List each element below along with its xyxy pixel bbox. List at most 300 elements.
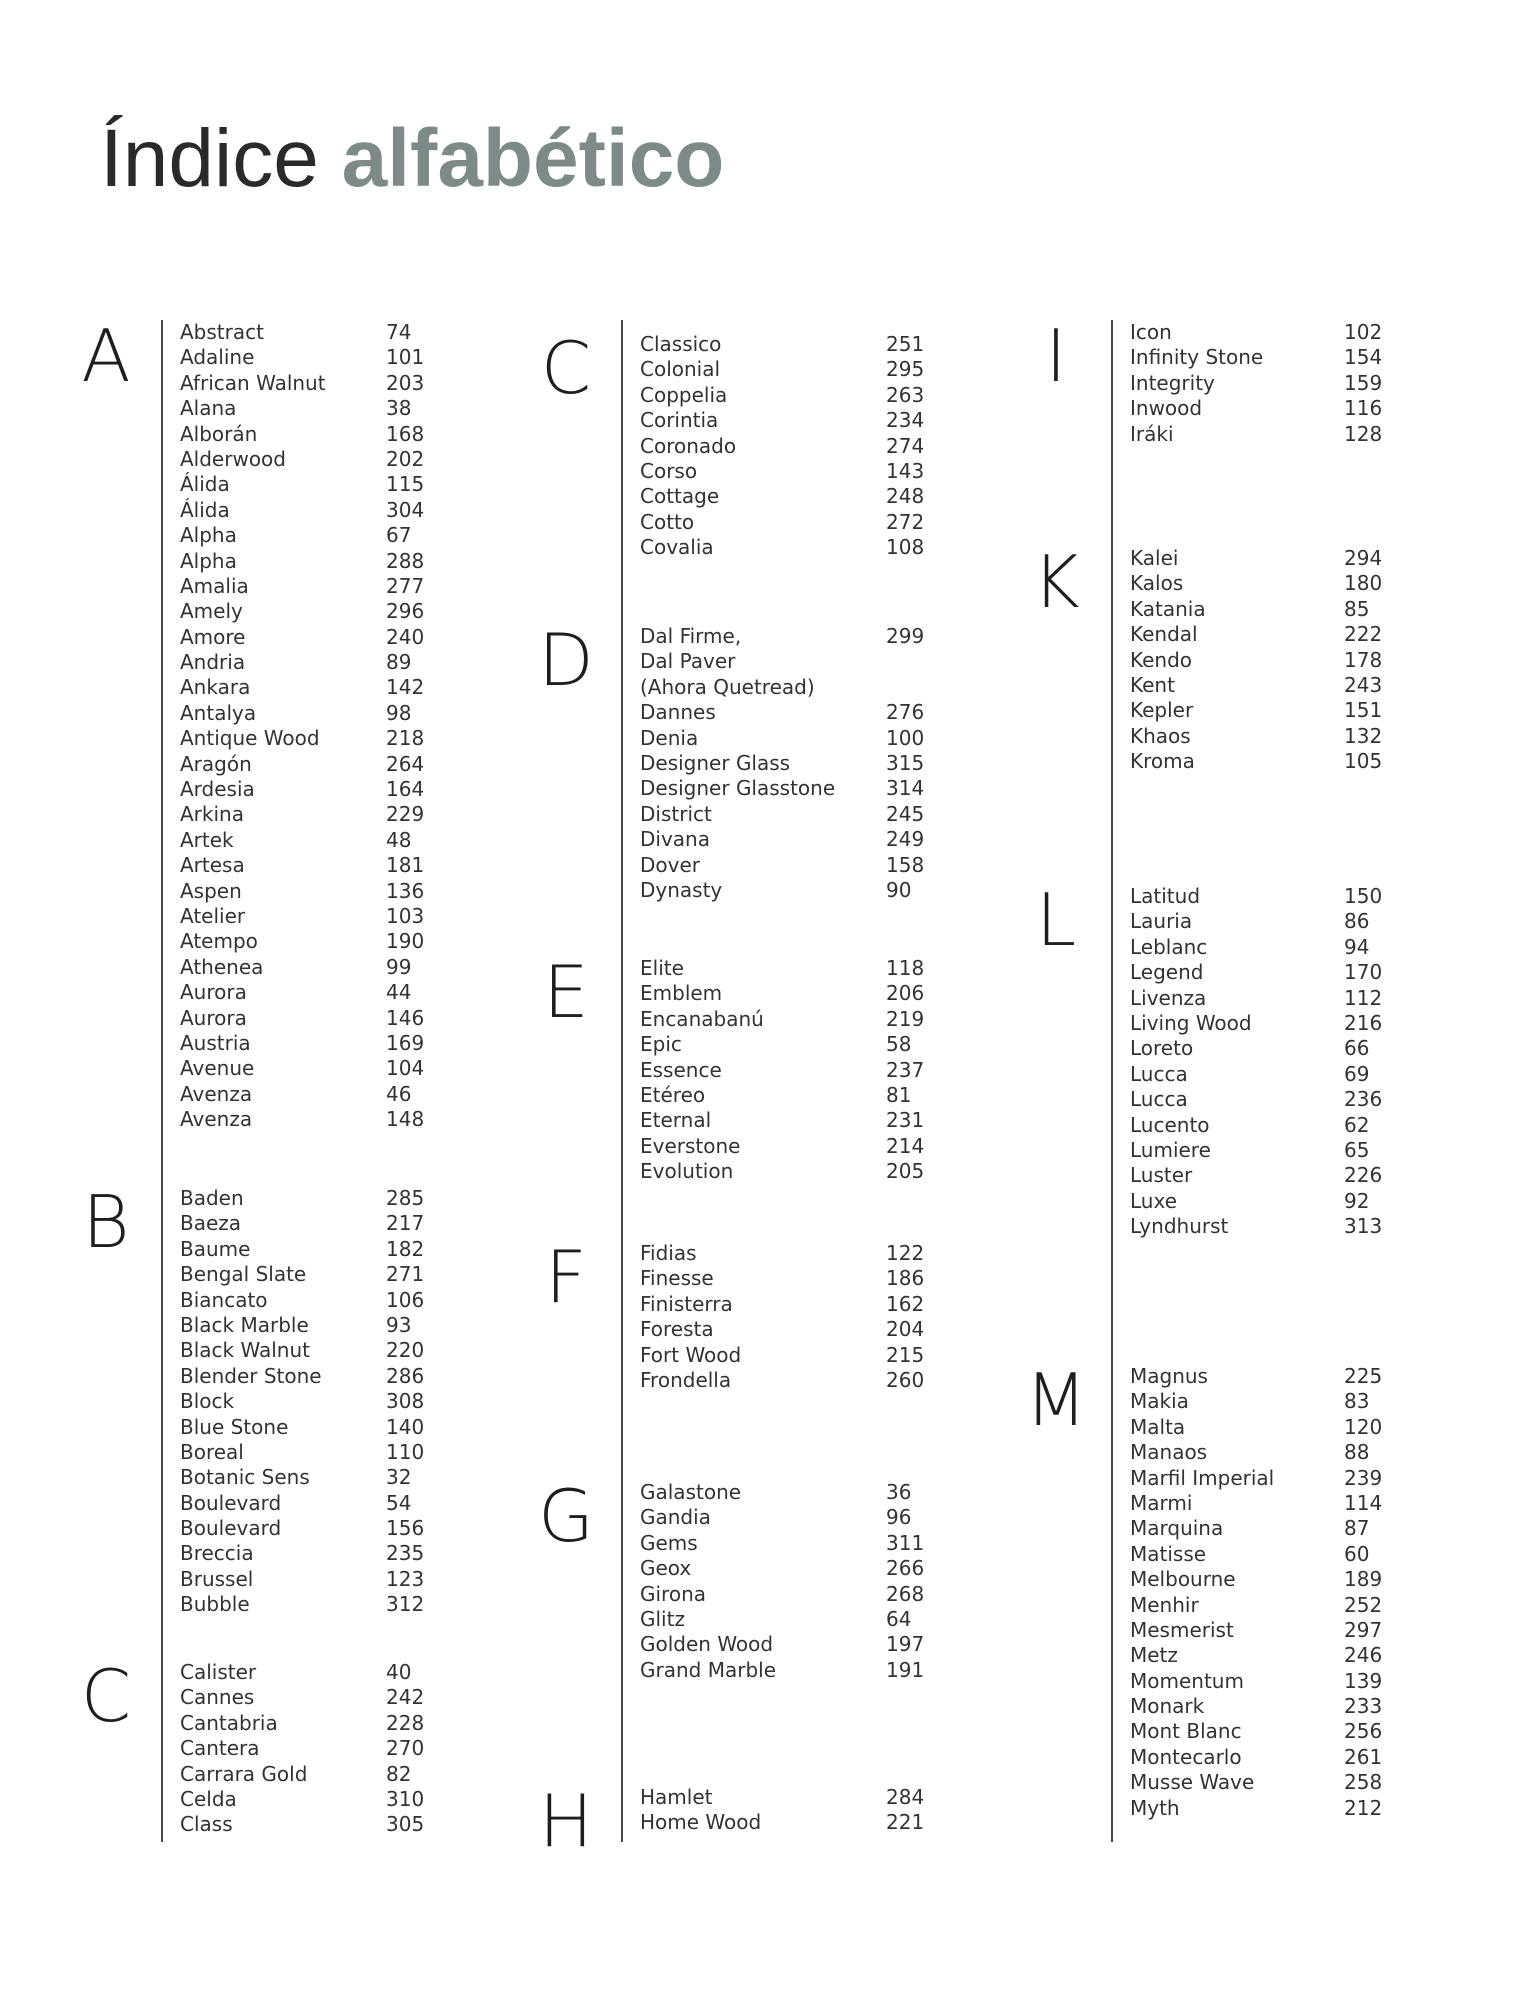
entry-list xyxy=(1130,546,1430,775)
entry-page-number: 249 xyxy=(886,827,925,852)
entry-page-number: 115 xyxy=(386,472,425,497)
index-entry xyxy=(180,1736,480,1761)
index-entry xyxy=(640,1480,940,1505)
entry-name: Breccia xyxy=(180,1541,254,1566)
index-entry xyxy=(180,752,480,777)
entry-page-number: 114 xyxy=(1344,1490,1383,1515)
entry-list xyxy=(180,1186,480,1618)
index-entry xyxy=(1130,1189,1430,1214)
entry-name: Cannes xyxy=(180,1685,255,1710)
entry-page-number: 226 xyxy=(1344,1163,1383,1188)
entry-name: Athenea xyxy=(180,954,264,979)
entry-page-number: 214 xyxy=(886,1133,925,1158)
entry-name: Amely xyxy=(180,599,243,624)
entry-name: Monark xyxy=(1130,1694,1205,1719)
entry-page-number: 67 xyxy=(386,523,412,548)
index-entry xyxy=(180,1082,480,1107)
entry-name: Integrity xyxy=(1130,370,1215,395)
entry-name: Evolution xyxy=(640,1159,734,1184)
index-entry xyxy=(640,700,940,725)
entry-name: Block xyxy=(180,1389,235,1414)
index-entry xyxy=(1130,935,1430,960)
entry-page-number: 218 xyxy=(386,726,425,751)
index-entry xyxy=(640,981,940,1006)
entry-name: Living Wood xyxy=(1130,1010,1252,1035)
entry-name: Luxe xyxy=(1130,1188,1177,1213)
section-letter: L xyxy=(1035,878,1077,962)
index-entry xyxy=(1130,1694,1430,1719)
entry-name: Biancato xyxy=(180,1287,268,1312)
entry-list xyxy=(1130,884,1430,1239)
index-entry xyxy=(180,1288,480,1313)
entry-name: Latitud xyxy=(1130,884,1201,908)
entry-name: Matisse xyxy=(1130,1541,1207,1566)
index-entry xyxy=(1130,571,1430,596)
index-entry xyxy=(1130,749,1430,774)
entry-page-number: 36 xyxy=(886,1480,912,1504)
entry-name: Baume xyxy=(180,1236,251,1261)
entry-page-number: 221 xyxy=(886,1810,925,1835)
entry-page-number: 186 xyxy=(886,1266,925,1291)
index-entry xyxy=(180,1237,480,1262)
index-entry xyxy=(1130,648,1430,673)
entry-list xyxy=(180,1660,480,1838)
index-entry xyxy=(640,1343,940,1368)
index-entry xyxy=(1130,1163,1430,1188)
section-letter: I xyxy=(1045,314,1067,398)
entry-page-number: 69 xyxy=(1344,1061,1370,1086)
index-entry xyxy=(180,1592,480,1617)
entry-page-number: 87 xyxy=(1344,1516,1370,1541)
entry-page-number: 46 xyxy=(386,1081,412,1106)
section-letter: C xyxy=(80,1654,132,1738)
index-entry xyxy=(180,371,480,396)
index-entry xyxy=(1130,1542,1430,1567)
index-entry xyxy=(1130,422,1430,447)
entry-name: Cantabria xyxy=(180,1710,278,1735)
index-entry xyxy=(1130,1036,1430,1061)
entry-name: Musse Wave xyxy=(1130,1770,1255,1795)
index-entry xyxy=(180,1211,480,1236)
entry-list xyxy=(1130,320,1430,447)
entry-name: Foresta xyxy=(640,1317,714,1342)
entry-page-number: 102 xyxy=(1344,320,1383,344)
entry-name: Katania xyxy=(1130,596,1206,621)
entry-page-number: 100 xyxy=(886,725,925,750)
entry-page-number: 274 xyxy=(886,433,925,458)
entry-name: Girona xyxy=(640,1581,707,1606)
entry-page-number: 245 xyxy=(886,801,925,826)
entry-page-number: 74 xyxy=(386,320,412,344)
entry-name: Black Walnut xyxy=(180,1338,310,1363)
entry-name: Cantera xyxy=(180,1736,260,1761)
index-entry xyxy=(1130,597,1430,622)
entry-name: Livenza xyxy=(1130,985,1207,1010)
index-entry xyxy=(1130,546,1430,571)
index-entry xyxy=(180,1787,480,1812)
entry-name: Baeza xyxy=(180,1211,242,1236)
entry-name: Colonial xyxy=(640,357,721,382)
entry-name: Lucca xyxy=(1130,1087,1188,1112)
entry-name: Menhir xyxy=(1130,1592,1199,1617)
entry-page-number: 40 xyxy=(386,1660,412,1684)
entry-page-number: 295 xyxy=(886,357,925,382)
index-entry xyxy=(1130,673,1430,698)
entry-page-number: 180 xyxy=(1344,571,1383,596)
entry-page-number: 206 xyxy=(886,981,925,1006)
entry-name: Gandia xyxy=(640,1505,711,1530)
entry-name: Arkina xyxy=(180,802,244,827)
index-entry xyxy=(640,1032,940,1057)
entry-page-number: 103 xyxy=(386,903,425,928)
entry-name: Amore xyxy=(180,624,246,649)
entry-name: Austria xyxy=(180,1030,251,1055)
entry-name: Boulevard xyxy=(180,1516,282,1541)
index-entry xyxy=(640,1108,940,1133)
index-entry xyxy=(180,498,480,523)
entry-page-number: 101 xyxy=(386,345,425,370)
entry-name: Kent xyxy=(1130,672,1175,697)
index-entry xyxy=(640,827,940,852)
entry-page-number: 220 xyxy=(386,1338,425,1363)
index-entry xyxy=(640,956,940,981)
entry-name: Dal Firme, xyxy=(640,624,742,648)
index-entry xyxy=(180,1186,480,1211)
entry-name: Black Marble xyxy=(180,1312,309,1337)
entry-page-number: 236 xyxy=(1344,1087,1383,1112)
index-entry xyxy=(180,472,480,497)
index-entry xyxy=(180,929,480,954)
entry-page-number: 248 xyxy=(886,484,925,509)
index-entry xyxy=(640,1785,940,1810)
entry-page-number: 66 xyxy=(1344,1036,1370,1061)
index-entry xyxy=(1130,1516,1430,1541)
entry-list xyxy=(640,956,940,1185)
entry-page-number: 229 xyxy=(386,802,425,827)
index-entry xyxy=(180,1516,480,1541)
entry-name: Epic xyxy=(640,1032,682,1057)
entry-name: Álida xyxy=(180,472,230,497)
entry-page-number: 112 xyxy=(1344,985,1383,1010)
entry-page-number: 143 xyxy=(886,458,925,483)
index-entry xyxy=(180,1262,480,1287)
entry-name: Manaos xyxy=(1130,1440,1208,1465)
entry-name: Lyndhurst xyxy=(1130,1214,1229,1239)
entry-page-number: 60 xyxy=(1344,1541,1370,1566)
index-entry xyxy=(640,726,940,751)
entry-name: Designer Glasstone xyxy=(640,776,836,801)
entry-page-number: 225 xyxy=(1344,1364,1383,1388)
entry-page-number: 203 xyxy=(386,370,425,395)
entry-name: Kroma xyxy=(1130,749,1195,774)
index-entry xyxy=(1130,1011,1430,1036)
entry-name: Kalei xyxy=(1130,546,1179,570)
entry-name: Alana xyxy=(180,396,237,421)
index-entry xyxy=(180,422,480,447)
entry-page-number: 276 xyxy=(886,700,925,725)
entry-name: Fort Wood xyxy=(640,1342,742,1367)
entry-page-number: 58 xyxy=(886,1032,912,1057)
entry-page-number: 93 xyxy=(386,1312,412,1337)
entry-name: Artek xyxy=(180,827,234,852)
index-entry xyxy=(1130,1719,1430,1744)
entry-page-number: 277 xyxy=(386,573,425,598)
entry-name: District xyxy=(640,801,712,826)
entry-name: Brussel xyxy=(180,1566,254,1591)
entry-name: Emblem xyxy=(640,981,723,1006)
entry-name: Lumiere xyxy=(1130,1137,1211,1162)
entry-page-number: 308 xyxy=(386,1389,425,1414)
index-entry xyxy=(180,955,480,980)
index-entry xyxy=(180,1711,480,1736)
entry-name: African Walnut xyxy=(180,370,326,395)
entry-name: Infinity Stone xyxy=(1130,345,1264,370)
index-entry xyxy=(1130,986,1430,1011)
index-entry xyxy=(640,383,940,408)
index-entry xyxy=(640,802,940,827)
entry-page-number: 116 xyxy=(1344,396,1383,421)
entry-page-number: 148 xyxy=(386,1107,425,1132)
entry-name: Legend xyxy=(1130,960,1204,985)
index-entry xyxy=(1130,1618,1430,1643)
index-entry xyxy=(180,802,480,827)
entry-page-number: 169 xyxy=(386,1030,425,1055)
entry-page-number: 202 xyxy=(386,446,425,471)
entry-name: Kendo xyxy=(1130,647,1193,672)
entry-page-number: 284 xyxy=(886,1785,925,1809)
index-entry xyxy=(180,1541,480,1566)
entry-name: Boreal xyxy=(180,1439,244,1464)
index-entry xyxy=(640,434,940,459)
entry-name: Golden Wood xyxy=(640,1632,774,1657)
entry-name: Inwood xyxy=(1130,396,1203,421)
entry-name: Avenue xyxy=(180,1056,255,1081)
index-entry xyxy=(640,1810,940,1835)
index-entry xyxy=(180,447,480,472)
entry-name: Lauria xyxy=(1130,909,1193,934)
entry-name: Aspen xyxy=(180,878,242,903)
entry-name: Alpha xyxy=(180,523,237,548)
index-entry xyxy=(640,332,940,357)
index-entry xyxy=(1130,1643,1430,1668)
index-entry xyxy=(1130,1415,1430,1440)
entry-page-number: 164 xyxy=(386,777,425,802)
entry-page-number: 65 xyxy=(1344,1137,1370,1162)
entry-name: Dannes xyxy=(640,700,716,725)
entry-page-number: 94 xyxy=(1344,934,1370,959)
entry-page-number: 286 xyxy=(386,1363,425,1388)
entry-name: Atempo xyxy=(180,929,258,954)
index-entry xyxy=(1130,1491,1430,1516)
entry-page-number: 310 xyxy=(386,1786,425,1811)
index-entry xyxy=(640,675,940,700)
entry-page-number: 38 xyxy=(386,396,412,421)
index-entry xyxy=(1130,1364,1430,1389)
index-entry xyxy=(640,1266,940,1291)
entry-name: Alborán xyxy=(180,421,258,446)
entry-list xyxy=(640,1785,940,1836)
index-entry xyxy=(180,1056,480,1081)
index-entry xyxy=(1130,960,1430,985)
index-entry xyxy=(640,1159,940,1184)
index-entry xyxy=(1130,698,1430,723)
section-letter: D xyxy=(538,618,594,702)
index-entry xyxy=(640,624,940,649)
section-letter: B xyxy=(82,1180,130,1264)
entry-name: Frondella xyxy=(640,1367,732,1392)
index-entry xyxy=(180,1440,480,1465)
section-letter: G xyxy=(538,1474,594,1558)
index-entry xyxy=(1130,1669,1430,1694)
entry-name: Glitz xyxy=(640,1606,685,1631)
index-entry xyxy=(640,459,940,484)
index-entry xyxy=(1130,345,1430,370)
entry-name: Baden xyxy=(180,1186,244,1210)
index-entry xyxy=(180,396,480,421)
entry-page-number: 54 xyxy=(386,1490,412,1515)
entry-name: (Ahora Quetread) xyxy=(640,674,815,699)
index-entry xyxy=(1130,1770,1430,1795)
entry-page-number: 251 xyxy=(886,332,925,356)
entry-page-number: 108 xyxy=(886,535,925,560)
index-entry xyxy=(1130,1745,1430,1770)
index-entry xyxy=(180,1567,480,1592)
entry-page-number: 132 xyxy=(1344,723,1383,748)
index-entry xyxy=(1130,1138,1430,1163)
entry-name: Covalia xyxy=(640,535,714,560)
entry-page-number: 263 xyxy=(886,382,925,407)
entry-page-number: 212 xyxy=(1344,1795,1383,1820)
entry-name: Atelier xyxy=(180,903,246,928)
entry-page-number: 158 xyxy=(886,852,925,877)
entry-name: Icon xyxy=(1130,320,1172,344)
index-entry xyxy=(180,1812,480,1837)
index-entry xyxy=(180,574,480,599)
index-entry xyxy=(640,878,940,903)
index-entry xyxy=(640,484,940,509)
entry-name: Classico xyxy=(640,332,722,356)
entry-page-number: 266 xyxy=(886,1556,925,1581)
index-entry xyxy=(640,1007,940,1032)
entry-page-number: 86 xyxy=(1344,909,1370,934)
index-entry xyxy=(180,599,480,624)
entry-name: Galastone xyxy=(640,1480,742,1504)
entry-name: Carrara Gold xyxy=(180,1761,308,1786)
section-letter: C xyxy=(540,326,592,410)
index-entry xyxy=(180,1415,480,1440)
entry-page-number: 122 xyxy=(886,1241,925,1265)
index-entry xyxy=(1130,396,1430,421)
entry-name: Bubble xyxy=(180,1592,250,1617)
entry-page-number: 315 xyxy=(886,750,925,775)
entry-name: Myth xyxy=(1130,1795,1180,1820)
entry-page-number: 146 xyxy=(386,1005,425,1030)
index-entry xyxy=(180,1031,480,1056)
entry-name: Marfil Imperial xyxy=(1130,1465,1275,1490)
entry-page-number: 191 xyxy=(886,1657,925,1682)
entry-name: Khaos xyxy=(1130,723,1191,748)
entry-page-number: 256 xyxy=(1344,1719,1383,1744)
entry-page-number: 62 xyxy=(1344,1112,1370,1137)
index-entry xyxy=(640,1241,940,1266)
entry-page-number: 215 xyxy=(886,1342,925,1367)
entry-page-number: 243 xyxy=(1344,672,1383,697)
index-entry xyxy=(180,879,480,904)
entry-name: Corso xyxy=(640,458,698,483)
entry-name: Hamlet xyxy=(640,1785,713,1809)
entry-page-number: 258 xyxy=(1344,1770,1383,1795)
entry-page-number: 99 xyxy=(386,954,412,979)
entry-name: Álida xyxy=(180,497,230,522)
section-letter: A xyxy=(81,314,131,398)
index-entry xyxy=(640,1531,940,1556)
entry-name: Blue Stone xyxy=(180,1414,289,1439)
entry-page-number: 271 xyxy=(386,1262,425,1287)
entry-name: Marquina xyxy=(1130,1516,1224,1541)
index-entry xyxy=(640,1582,940,1607)
entry-name: Eternal xyxy=(640,1108,712,1133)
index-entry xyxy=(1130,1796,1430,1821)
entry-name: Coppelia xyxy=(640,382,728,407)
index-entry xyxy=(640,357,940,382)
entry-list xyxy=(640,1241,940,1393)
entry-page-number: 261 xyxy=(1344,1744,1383,1769)
entry-name: Finesse xyxy=(640,1266,714,1291)
index-entry xyxy=(640,1134,940,1159)
entry-page-number: 252 xyxy=(1344,1592,1383,1617)
entry-name: Mesmerist xyxy=(1130,1617,1234,1642)
index-entry xyxy=(640,853,940,878)
entry-page-number: 305 xyxy=(386,1812,425,1837)
entry-page-number: 242 xyxy=(386,1685,425,1710)
index-entry xyxy=(1130,1389,1430,1414)
entry-page-number: 64 xyxy=(886,1606,912,1631)
entry-list xyxy=(640,332,940,561)
index-entry xyxy=(180,1465,480,1490)
entry-page-number: 139 xyxy=(1344,1668,1383,1693)
entry-page-number: 205 xyxy=(886,1159,925,1184)
section-letter: E xyxy=(543,950,589,1034)
entry-page-number: 120 xyxy=(1344,1414,1383,1439)
index-entry xyxy=(180,1338,480,1363)
entry-page-number: 154 xyxy=(1344,345,1383,370)
entry-name: Blender Stone xyxy=(180,1363,322,1388)
entry-name: Aragón xyxy=(180,751,252,776)
index-entry xyxy=(1130,1062,1430,1087)
entry-name: Momentum xyxy=(1130,1668,1244,1693)
entry-name: Magnus xyxy=(1130,1364,1208,1388)
entry-page-number: 151 xyxy=(1344,698,1383,723)
index-entry xyxy=(1130,1214,1430,1239)
entry-name: Iráki xyxy=(1130,421,1174,446)
entry-name: Avenza xyxy=(180,1107,253,1132)
entry-list xyxy=(640,1480,940,1683)
entry-page-number: 170 xyxy=(1344,960,1383,985)
section-letter: M xyxy=(1024,1358,1088,1442)
entry-page-number: 260 xyxy=(886,1367,925,1392)
index-entry xyxy=(1130,724,1430,749)
entry-name: Amalia xyxy=(180,573,249,598)
index-entry xyxy=(180,904,480,929)
entry-page-number: 98 xyxy=(386,700,412,725)
index-entry xyxy=(1130,1113,1430,1138)
entry-page-number: 162 xyxy=(886,1291,925,1316)
index-entry xyxy=(1130,909,1430,934)
entry-name: Cottage xyxy=(640,484,720,509)
entry-page-number: 233 xyxy=(1344,1694,1383,1719)
entry-name: Class xyxy=(180,1812,233,1837)
entry-name: Bengal Slate xyxy=(180,1262,307,1287)
